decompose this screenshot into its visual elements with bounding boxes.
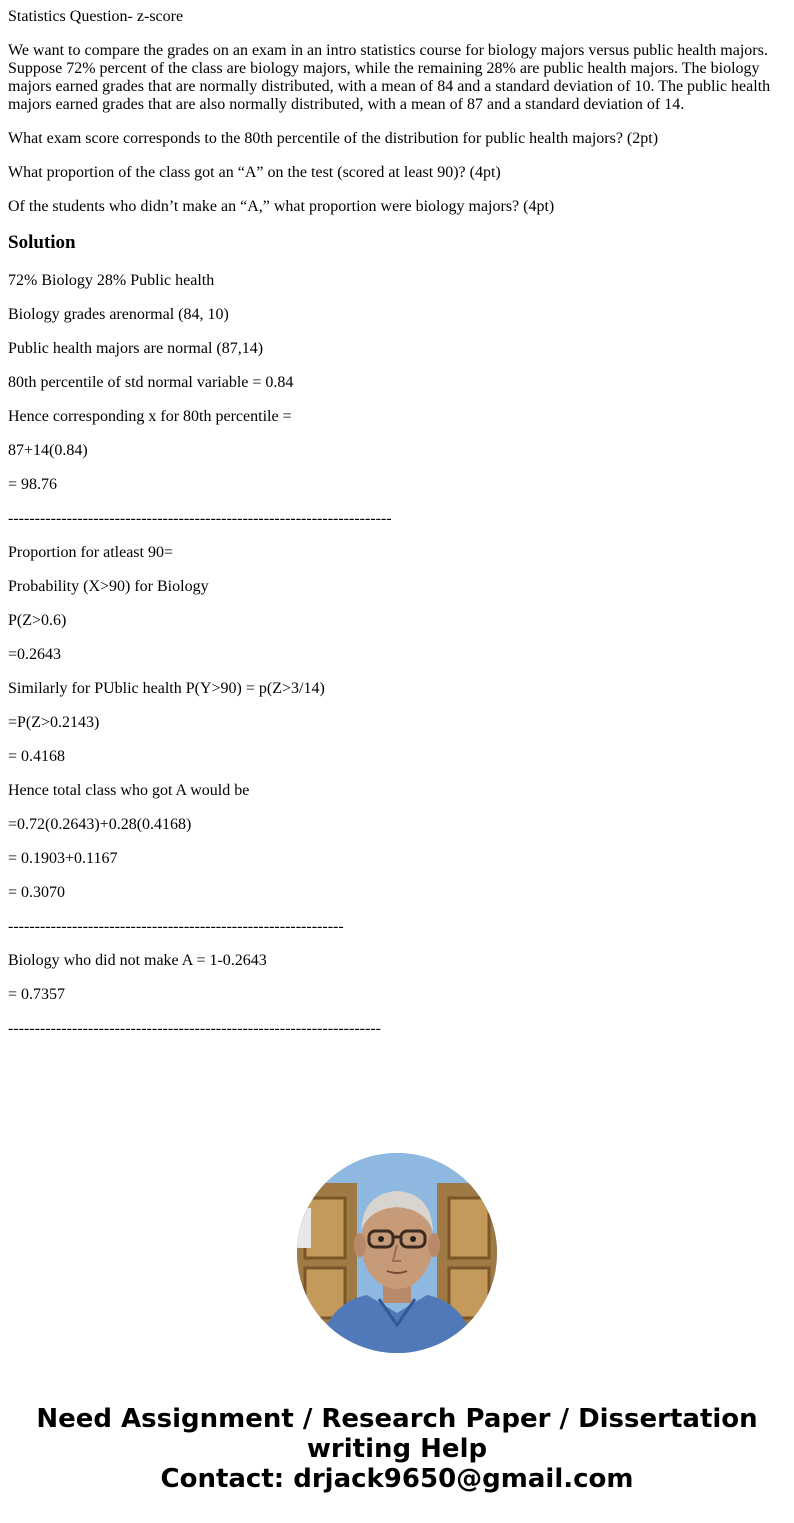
divider-line: ------------------------------------------------------------------------ — [8, 510, 392, 527]
solution-line: = 98.76 — [8, 476, 58, 493]
question-intro: We want to compare the grades on an exam in an intro statistics course for biology majors versus public health majors. Suppose 72% percent of the class are biology majors, while the remaining 28% are public health majors. The biology majors earned grades that are normally distributed, with a mean of 84 and a standard deviation of 10. The public health majors earned grades that are also normally distributed, with a mean of 87 and a standard deviation of 14. — [8, 42, 771, 113]
person-photo-icon — [297, 1153, 497, 1353]
solution-line: Probability (X>90) for Biology — [8, 578, 209, 595]
footer-line: Need Assignment / Research Paper / Dissertation — [36, 1404, 758, 1434]
solution-line: P(Z>0.6) — [8, 612, 67, 629]
contact-email: Contact: drjack9650@gmail.com — [160, 1464, 634, 1494]
question-title: Statistics Question- z-score — [8, 8, 184, 25]
solution-line: 80th percentile of std normal variable = 0.84 — [8, 374, 294, 391]
solution-line: Similarly for PUblic health P(Y>90) = p(Z>3/14) — [8, 680, 325, 697]
solution-line: Hence corresponding x for 80th percentile = — [8, 408, 292, 425]
solution-line: Public health majors are normal (87,14) — [8, 340, 264, 357]
solution-line: Proportion for atleast 90= — [8, 544, 173, 561]
question-1: What exam score corresponds to the 80th percentile of the distribution for public health majors? (2pt) — [8, 130, 659, 147]
solution-line: Biology grades arenormal (84, 10) — [8, 306, 229, 323]
solution-line: =0.72(0.2643)+0.28(0.4168) — [8, 816, 192, 833]
solution-line: Hence total class who got A would be — [8, 782, 250, 799]
question-2: What proportion of the class got an “A” on the test (scored at least 90)? (4pt) — [8, 164, 501, 181]
solution-line: 87+14(0.84) — [8, 442, 88, 459]
solution-line: =P(Z>0.2143) — [8, 714, 100, 731]
solution-line: Biology who did not make A = 1-0.2643 — [8, 952, 267, 969]
footer-line: writing Help — [306, 1434, 488, 1464]
solution-line: = 0.7357 — [8, 986, 66, 1003]
solution-heading: Solution — [8, 232, 76, 253]
solution-line: 72% Biology 28% Public health — [8, 272, 215, 289]
divider-line: --------------------------------------------------------------- — [8, 918, 344, 935]
question-3: Of the students who didn’t make an “A,” what proportion were biology majors? (4pt) — [8, 198, 555, 215]
contact-footer — [0, 1404, 794, 1494]
solution-line: = 0.4168 — [8, 748, 66, 765]
document-body — [8, 0, 786, 1054]
solution-line: =0.2643 — [8, 646, 62, 663]
solution-line: = 0.1903+0.1167 — [8, 850, 118, 867]
divider-line: ---------------------------------------------------------------------- — [8, 1020, 381, 1037]
solution-line: = 0.3070 — [8, 884, 66, 901]
